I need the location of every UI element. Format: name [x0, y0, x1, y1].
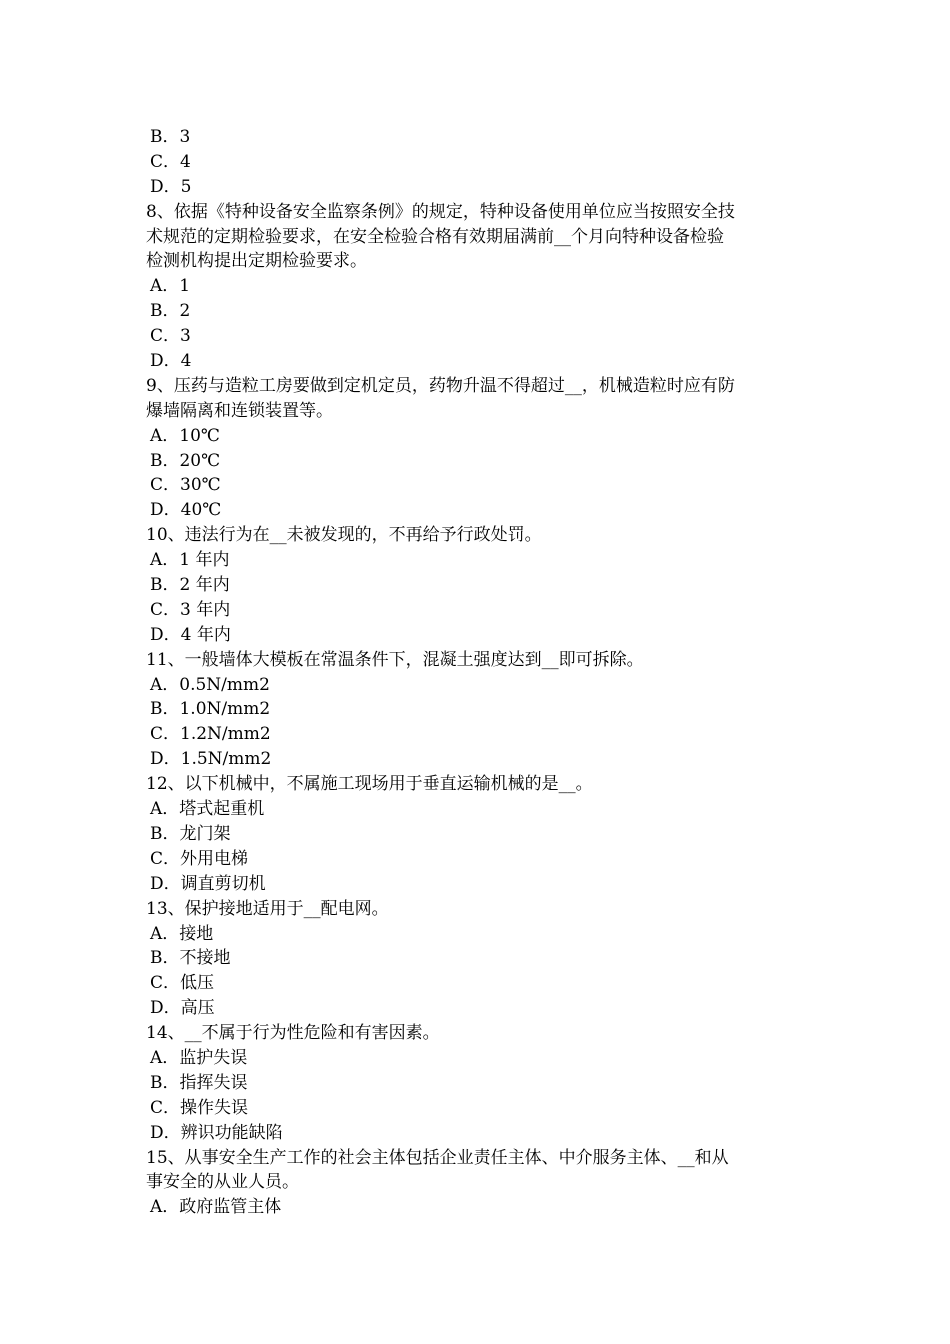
question-text: 14、__不属于行为性危险和有害因素。 — [146, 1023, 440, 1044]
answer-option: B．3 — [150, 127, 191, 147]
answer-option: C．低压 — [150, 973, 215, 994]
answer-option: B．指挥失误 — [150, 1072, 248, 1093]
answer-option: D．1.5N/mm2 — [150, 749, 272, 770]
question-text: 12、以下机械中，不属施工现场用于垂直运输机械的是__。 — [146, 774, 593, 795]
answer-option: C．4 — [150, 151, 191, 172]
answer-option: A．0.5N/mm2 — [150, 674, 270, 695]
answer-option: C．操作失误 — [150, 1097, 249, 1118]
answer-option: C．3 — [150, 326, 191, 347]
answer-option: B．1.0N/mm2 — [150, 699, 271, 720]
question-text: 11、一般墙体大模板在常温条件下，混凝土强度达到__即可拆除。 — [146, 649, 644, 670]
question-text: 13、保护接地适用于__配电网。 — [146, 898, 389, 919]
question-text: 10、违法行为在__未被发现的，不再给予行政处罚。 — [146, 525, 542, 546]
answer-option: A．监护失误 — [150, 1047, 248, 1068]
answer-option: C．3 年内 — [150, 599, 231, 620]
answer-option: D．5 — [150, 176, 192, 197]
answer-option: C．1.2N/mm2 — [150, 724, 271, 745]
question-text: 9、压药与造粒工房要做到定机定员，药物升温不得超过__，机械造粒时应有防 — [146, 375, 735, 396]
answer-option: D．4 — [150, 351, 192, 372]
answer-option: A．塔式起重机 — [150, 799, 265, 820]
answer-option: A．政府监管主体 — [150, 1197, 282, 1218]
answer-option: B．2 年内 — [150, 575, 230, 596]
answer-option: C．30℃ — [150, 475, 221, 496]
answer-option: D．辨识功能缺陷 — [150, 1122, 283, 1143]
question-text: 事安全的从业人员。 — [146, 1172, 299, 1193]
answer-option: D．调直剪切机 — [150, 873, 266, 894]
question-text: 爆墙隔离和连锁装置等。 — [146, 400, 333, 421]
answer-option: A．接地 — [150, 923, 214, 944]
answer-option: D．高压 — [150, 998, 215, 1019]
answer-option: D．4 年内 — [150, 624, 231, 645]
answer-option: A．10℃ — [150, 425, 220, 446]
answer-option: A．1 — [150, 276, 191, 297]
question-text: 8、依据《特种设备安全监察条例》的规定，特种设备使用单位应当按照安全技 — [146, 201, 735, 222]
answer-option: B．20℃ — [150, 450, 221, 471]
answer-option: B．不接地 — [150, 948, 231, 969]
question-text: 术规范的定期检验要求，在安全检验合格有效期届满前__个月向特种设备检验 — [146, 226, 724, 247]
question-text: 15、从事安全生产工作的社会主体包括企业责任主体、中介服务主体、__和从 — [146, 1147, 729, 1168]
answer-option: B．2 — [150, 301, 191, 322]
answer-option: B．龙门架 — [150, 823, 231, 844]
question-text: 检测机构提出定期检验要求。 — [146, 251, 367, 272]
answer-option: C．外用电梯 — [150, 848, 249, 869]
answer-option: A．1 年内 — [150, 550, 230, 571]
document-page — [146, 125, 811, 1220]
answer-option: D．40℃ — [150, 500, 222, 521]
